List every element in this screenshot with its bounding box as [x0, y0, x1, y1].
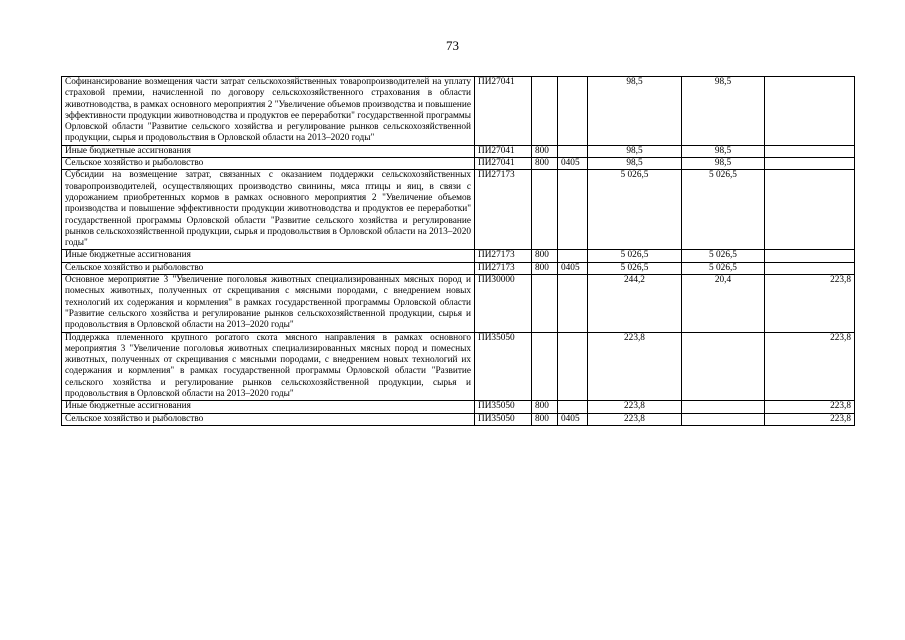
- row-description: Иные бюджетные ассигнования: [62, 145, 475, 157]
- expense-type: [532, 170, 558, 250]
- amount-col-2: 98,5: [682, 158, 765, 170]
- target-code: ПИ27173: [475, 170, 532, 250]
- table-row: [62, 332, 855, 401]
- amount-total: 5 026,5: [588, 262, 682, 274]
- target-code: ПИ27173: [475, 262, 532, 274]
- expense-type: 800: [532, 401, 558, 413]
- expense-type: [532, 332, 558, 401]
- section-code: [558, 275, 588, 332]
- amount-col-2: [682, 413, 765, 425]
- amount-col-3: 223,8: [765, 401, 855, 413]
- expense-type: 800: [532, 145, 558, 157]
- amount-col-2: 98,5: [682, 145, 765, 157]
- amount-col-3: [765, 262, 855, 274]
- amount-col-3: 223,8: [765, 275, 855, 332]
- section-code: [558, 77, 588, 146]
- amount-total: 98,5: [588, 145, 682, 157]
- section-code: [558, 250, 588, 262]
- target-code: ПИ27173: [475, 250, 532, 262]
- amount-total: 98,5: [588, 77, 682, 146]
- table-row: [62, 145, 855, 157]
- amount-col-2: 5 026,5: [682, 262, 765, 274]
- expense-type: 800: [532, 250, 558, 262]
- row-description: Сельское хозяйство и рыболовство: [62, 158, 475, 170]
- target-code: ПИ35050: [475, 332, 532, 401]
- amount-col-2: 20,4: [682, 275, 765, 332]
- section-code: 0405: [558, 158, 588, 170]
- amount-total: 5 026,5: [588, 250, 682, 262]
- amount-col-2: [682, 401, 765, 413]
- table-row: [62, 77, 855, 146]
- target-code: ПИ35050: [475, 401, 532, 413]
- amount-col-3: [765, 145, 855, 157]
- expense-type: 800: [532, 158, 558, 170]
- section-code: 0405: [558, 413, 588, 425]
- section-code: [558, 170, 588, 250]
- amount-total: 223,8: [588, 401, 682, 413]
- target-code: ПИ30000: [475, 275, 532, 332]
- table-row: [62, 275, 855, 332]
- row-description: Софинансирование возмещения части затрат сельскохозяйственных товаропроизводителей на уплату страховой премии, начисленной по договору сельскохозяйственного страхования в области животноводства, в рамках основного мероприятия 2 "Увеличение объемов производства и повышение эффективности продукции животноводства и продуктов ее переработки" государственной программы Орловской области "Развитие сельского хозяйства и регулирование рынков сельскохозяйственной продукции, сырья и продовольствия в Орловской области на 2013–2020 годы": [62, 77, 475, 146]
- amount-col-2: 5 026,5: [682, 170, 765, 250]
- expense-type: 800: [532, 262, 558, 274]
- expense-type: [532, 275, 558, 332]
- amount-col-3: 223,8: [765, 413, 855, 425]
- amount-total: 223,8: [588, 332, 682, 401]
- section-code: [558, 145, 588, 157]
- expense-type: 800: [532, 413, 558, 425]
- amount-total: 223,8: [588, 413, 682, 425]
- amount-total: 98,5: [588, 158, 682, 170]
- section-code: [558, 332, 588, 401]
- budget-table: [61, 76, 855, 426]
- page-number: 73: [446, 38, 459, 53]
- row-description: Основное мероприятие 3 "Увеличение поголовья животных специализированных мясных пород и помесных животных, полученных от скрещивания с мясными породами, с внедрением новых технологий их содержания и кормления" в рамках государственной программы Орловской области "Развитие сельского хозяйства и регулирование рынков сельскохозяйственной продукции, сырья и продовольствия в Орловской области на 2013–2020 годы": [62, 275, 475, 332]
- amount-col-3: 223,8: [765, 332, 855, 401]
- amount-col-3: [765, 158, 855, 170]
- amount-col-3: [765, 170, 855, 250]
- row-description: Сельское хозяйство и рыболовство: [62, 262, 475, 274]
- row-description: Поддержка племенного крупного рогатого скота мясного направления в рамках основного мероприятия 3 "Увеличение поголовья животных специализированных мясных пород и помесных животных, полученных от скрещивания с мясными породами, с внедрением новых технологий их содержания и кормления" в рамках государственной программы Орловской области "Развитие сельского хозяйства и регулирование рынков сельскохозяйственной продукции, сырья и продовольствия в Орловской области на 2013–2020 годы": [62, 332, 475, 401]
- amount-col-2: [682, 332, 765, 401]
- expense-type: [532, 77, 558, 146]
- amount-col-3: [765, 77, 855, 146]
- target-code: ПИ27041: [475, 145, 532, 157]
- table-row: [62, 401, 855, 413]
- section-code: 0405: [558, 262, 588, 274]
- table-row: [62, 170, 855, 250]
- amount-col-2: 5 026,5: [682, 250, 765, 262]
- amount-total: 5 026,5: [588, 170, 682, 250]
- target-code: ПИ27041: [475, 77, 532, 146]
- row-description: Иные бюджетные ассигнования: [62, 250, 475, 262]
- amount-col-3: [765, 250, 855, 262]
- table-row: [62, 413, 855, 425]
- row-description: Иные бюджетные ассигнования: [62, 401, 475, 413]
- row-description: Сельское хозяйство и рыболовство: [62, 413, 475, 425]
- table-row: [62, 158, 855, 170]
- table-row: [62, 262, 855, 274]
- amount-total: 244,2: [588, 275, 682, 332]
- target-code: ПИ27041: [475, 158, 532, 170]
- target-code: ПИ35050: [475, 413, 532, 425]
- amount-col-2: 98,5: [682, 77, 765, 146]
- section-code: [558, 401, 588, 413]
- table-row: [62, 250, 855, 262]
- row-description: Субсидии на возмещение затрат, связанных с оказанием поддержки сельскохозяйственных товаропроизводителей, осуществляющих производство свинины, мяса птицы и яиц, в связи с удорожанием приобретенных кормов в рамках основного мероприятия 2 "Увеличение объемов производства и повышение эффективности продукции животноводства и продуктов ее переработки" государственной программы Орловской области "Развитие сельского хозяйства и регулирование рынков сельскохозяйственной продукции, сырья и продовольствия в Орловской области на 2013–2020 годы": [62, 170, 475, 250]
